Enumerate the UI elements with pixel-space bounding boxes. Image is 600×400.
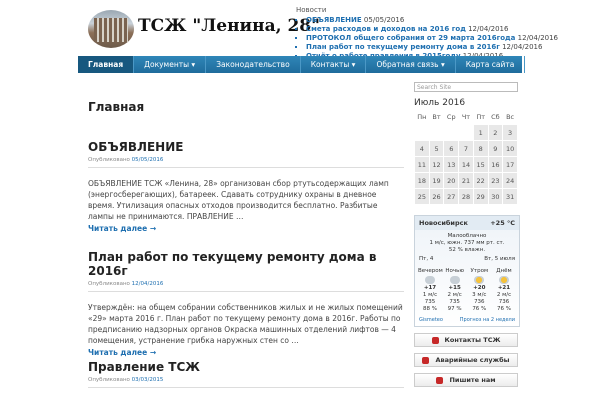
forecast-temp: +15 xyxy=(448,285,461,291)
forecast-humidity: 76 % xyxy=(496,306,511,312)
forecast-wind: 2 м/с xyxy=(496,292,512,298)
post-date[interactable]: 05/05/2016 xyxy=(131,157,164,163)
forecast-pressure: 736 xyxy=(498,299,510,305)
cloud-icon xyxy=(450,276,460,284)
calendar-day: 5 xyxy=(429,141,444,157)
calendar-day: 2 xyxy=(488,125,503,141)
news-heading: Новости xyxy=(296,6,327,14)
forecast-pressure: 735 xyxy=(449,299,460,305)
search-input[interactable]: Search Site xyxy=(414,82,518,92)
weekday: Ср xyxy=(446,113,456,121)
news-date: 05/05/2016 xyxy=(363,16,405,24)
news-widget xyxy=(296,6,596,61)
forecast-period: Днём xyxy=(496,268,512,274)
calendar-day: 22 xyxy=(473,173,488,189)
news-link[interactable]: Смета расходов и доходов на 2016 год xyxy=(306,25,466,33)
weather-humidity: 52 % влажн. xyxy=(448,247,486,253)
weather-city: Новосибирск xyxy=(419,219,468,227)
calendar-day: 21 xyxy=(459,173,474,189)
nav-documents[interactable]: Документы ▾ xyxy=(134,56,206,73)
forecast-column xyxy=(467,268,491,313)
weather-condition: Малооблачно xyxy=(447,233,487,239)
site-title[interactable]: ТСЖ "Ленина, 28" xyxy=(138,16,320,36)
phone-icon xyxy=(422,357,429,364)
calendar-day: 7 xyxy=(459,141,474,157)
weekday: Пт xyxy=(476,113,485,121)
calendar-day: 24 xyxy=(503,173,518,189)
post-meta-prefix: Опубликовано xyxy=(88,377,130,383)
cloud-icon xyxy=(425,276,435,284)
post-date[interactable]: 03/03/2015 xyxy=(131,377,164,383)
weekday: Вт xyxy=(432,113,441,121)
calendar-day: 6 xyxy=(444,141,459,157)
post-excerpt: Утверждён: на общем собрании собственников жилых и не жилых помещений «29» марта 2016 г. План работ по текущему ремонту дома в 2016г. Работы по предписанию надзорных органов Окраска машинных отделений лифтов — 4 помещения, устранение грибка наружных стен со … xyxy=(88,303,403,345)
weather-widget xyxy=(414,215,520,327)
calendar-day: 15 xyxy=(473,157,488,173)
post-meta-prefix: Опубликовано xyxy=(88,281,130,287)
header xyxy=(0,0,600,56)
page-title: Главная xyxy=(88,100,145,114)
calendar-day: 13 xyxy=(444,157,459,173)
gismeteo-link[interactable]: Gismeteo xyxy=(419,317,443,323)
forecast-temp: +21 xyxy=(497,285,511,291)
emergency-services-button[interactable]: Аварийные службы xyxy=(414,353,518,367)
calendar-day: 14 xyxy=(459,157,474,173)
nav-legislation[interactable]: Законодательство xyxy=(206,56,301,73)
sidebar xyxy=(414,82,520,387)
weekday: Чт xyxy=(461,113,471,121)
post-title[interactable]: Правление ТСЖ xyxy=(88,360,200,374)
calendar-day: 9 xyxy=(488,141,503,157)
calendar-day: 16 xyxy=(488,157,503,173)
calendar-day: 25 xyxy=(415,189,430,205)
news-item xyxy=(306,43,596,52)
forecast-link[interactable]: Прогноз на 2 недели xyxy=(459,317,515,323)
nav-contacts[interactable]: Контакты ▾ xyxy=(301,56,367,73)
forecast-pressure: 735 xyxy=(424,299,436,305)
calendar-day: 8 xyxy=(473,141,488,157)
write-us-button[interactable]: Пишите нам xyxy=(414,373,518,387)
news-date: 12/04/2016 xyxy=(517,34,559,42)
main-content xyxy=(88,86,404,114)
forecast-wind: 2 м/с xyxy=(447,292,462,298)
post xyxy=(88,140,404,233)
calendar-day xyxy=(415,125,430,141)
forecast-pressure: 736 xyxy=(474,299,485,305)
calendar xyxy=(414,110,518,205)
post xyxy=(88,250,404,357)
calendar-day: 10 xyxy=(503,141,518,157)
news-item xyxy=(306,34,596,43)
weekday: Пн xyxy=(417,113,427,121)
calendar-day: 19 xyxy=(429,173,444,189)
calendar-day: 29 xyxy=(473,189,488,205)
building-logo-image[interactable] xyxy=(88,10,134,48)
calendar-title: Июль 2016 xyxy=(414,98,466,108)
forecast-column xyxy=(492,268,516,313)
post-meta-prefix: Опубликовано xyxy=(88,157,130,163)
nav-home[interactable]: Главная xyxy=(78,56,134,73)
weekday: Сб xyxy=(491,113,500,121)
calendar-day: 30 xyxy=(488,189,503,205)
post-title[interactable]: ОБЪЯВЛЕНИЕ xyxy=(88,140,184,154)
forecast-period: Утром xyxy=(470,268,489,274)
news-link[interactable]: ПРОТОКОЛ общего собрания от 29 марта 2016года xyxy=(306,34,516,42)
sun-cloud-icon xyxy=(474,276,484,284)
calendar-day xyxy=(444,125,459,141)
sun-cloud-icon xyxy=(499,276,509,284)
calendar-day: 17 xyxy=(503,157,518,173)
news-link[interactable]: ОБЪЯВЛЕНИЕ xyxy=(306,16,362,24)
read-more-link[interactable]: Читать далее → xyxy=(88,224,157,233)
post-date[interactable]: 12/04/2016 xyxy=(131,281,164,287)
weather-temp: +25 °C xyxy=(490,219,515,227)
forecast-humidity: 97 % xyxy=(447,306,462,312)
post-excerpt: ОБЪЯВЛЕНИЕ ТСЖ «Ленина, 28» организован сбор ртутьсодержащих ламп (энергосберегающих), батареек. Сдавать сотруднику охраны в дневное время. Утилизация опасных отходов производится бесплатно. Разбитые лампы не принимаются. ПРАВЛЕНИЕ … xyxy=(88,179,389,221)
news-item xyxy=(306,16,596,25)
nav-sitemap[interactable]: Карта сайта xyxy=(456,56,526,73)
contacts-button[interactable]: Контакты ТСЖ xyxy=(414,333,518,347)
calendar-day: 1 xyxy=(473,125,488,141)
forecast-temp: +20 xyxy=(473,285,486,291)
calendar-day: 28 xyxy=(459,189,474,205)
forecast-temp: +17 xyxy=(423,285,437,291)
forecast-wind: 1 м/с xyxy=(422,292,438,298)
forecast-humidity: 88 % xyxy=(423,306,437,312)
post-meta xyxy=(88,157,404,168)
calendar-day: 12 xyxy=(429,157,444,173)
calendar-day: 18 xyxy=(415,173,430,189)
calendar-day xyxy=(459,125,474,141)
forecast-column xyxy=(418,268,442,313)
main-nav xyxy=(78,56,522,73)
post-meta xyxy=(88,377,404,388)
news-item xyxy=(306,25,596,34)
forecast-period: Ночью xyxy=(445,268,464,274)
weather-wind-pressure: 1 м/с, южн. 737 мм рт. ст. xyxy=(429,240,505,246)
calendar-day: 26 xyxy=(429,189,444,205)
calendar-day: 4 xyxy=(415,141,430,157)
forecast-humidity: 76 % xyxy=(472,306,487,312)
forecast-column xyxy=(443,268,467,313)
news-link[interactable]: План работ по текущему ремонту дома в 2016г xyxy=(306,43,500,51)
calendar-day: 20 xyxy=(444,173,459,189)
calendar-day: 23 xyxy=(488,173,503,189)
post-meta xyxy=(88,281,404,292)
weekday: Вс xyxy=(506,113,515,121)
calendar-day: 3 xyxy=(503,125,518,141)
read-more-link[interactable]: Читать далее → xyxy=(88,348,157,357)
calendar-day xyxy=(429,125,444,141)
forecast-wind: 3 м/с xyxy=(472,292,487,298)
nav-feedback[interactable]: Обратная связь ▾ xyxy=(366,56,455,73)
news-date: 12/04/2016 xyxy=(502,43,543,51)
post xyxy=(88,360,404,388)
mail-icon xyxy=(436,377,443,384)
weather-date: Пт, 4 xyxy=(419,256,434,262)
post-title[interactable]: План работ по текущему ремонту дома в 2016г xyxy=(88,250,377,278)
forecast-period: Вечером xyxy=(418,268,443,274)
news-date: 12/04/2016 xyxy=(468,25,509,33)
calendar-day: 11 xyxy=(415,157,430,173)
calendar-day: 27 xyxy=(444,189,459,205)
weather-date: Вт, 5 июля xyxy=(484,256,515,262)
calendar-day: 31 xyxy=(503,189,518,205)
house-icon xyxy=(432,337,439,344)
